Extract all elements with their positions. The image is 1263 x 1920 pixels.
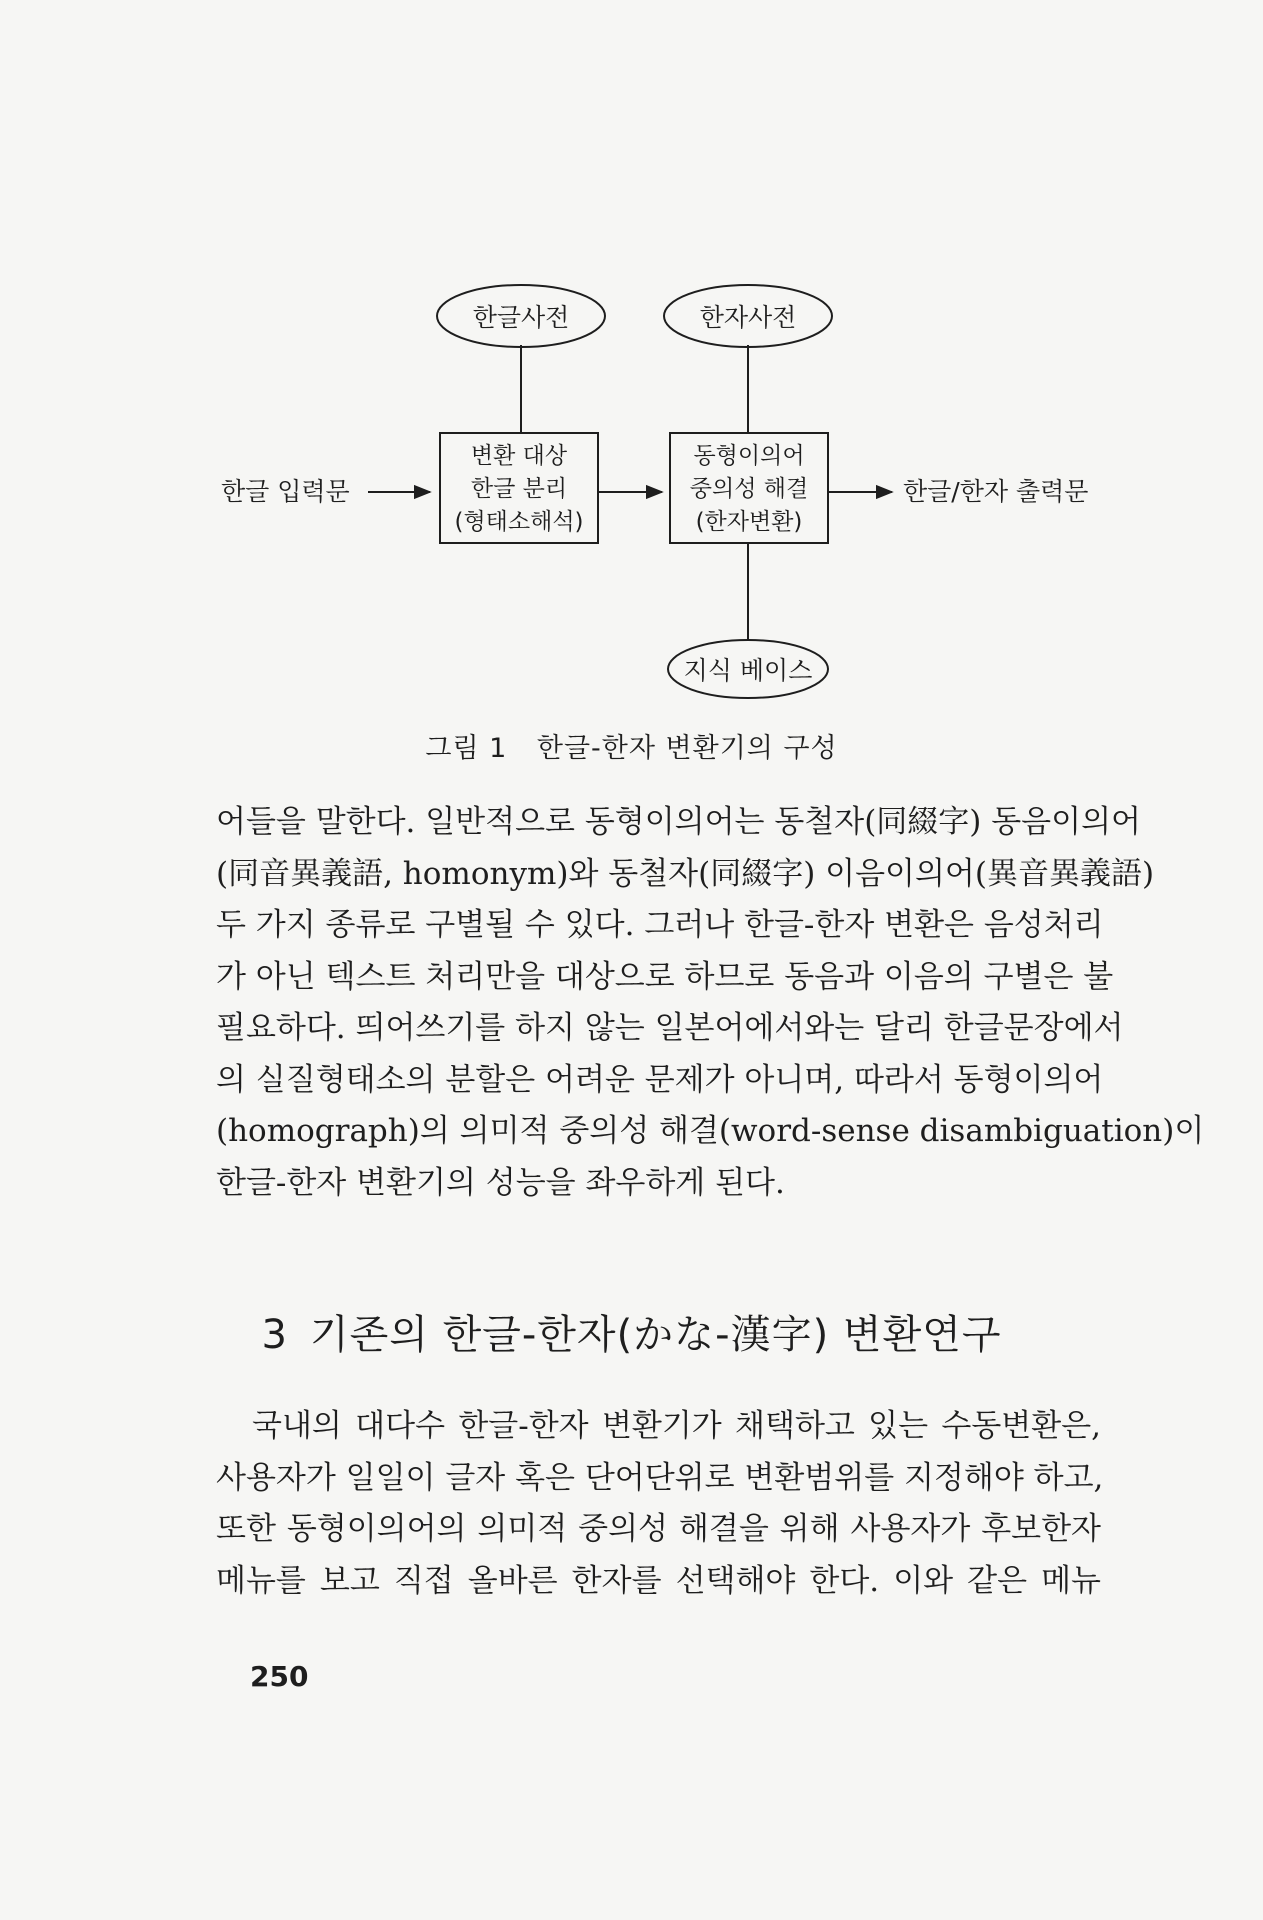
disambiguation-line-1: 동형이의어 bbox=[693, 443, 805, 469]
paragraph-line: 의 실질형태소의 분할은 어려운 문제가 아니며, 따라서 동형이의어 bbox=[216, 1061, 1104, 1098]
figure-caption-text: 한글-한자 변환기의 구성 bbox=[536, 733, 838, 764]
paragraph-line: 필요하다. 띄어쓰기를 하지 않는 일본어에서와는 달리 한글문장에서 bbox=[216, 1010, 1124, 1046]
figure-caption bbox=[0, 726, 1263, 765]
input-label: 한글 입력문 bbox=[221, 477, 350, 506]
hangul-dict-label: 한글사전 bbox=[472, 303, 570, 332]
separation-line-1: 변환 대상 bbox=[470, 443, 568, 469]
converter-structure-diagram bbox=[0, 0, 1263, 720]
paragraph-line-last: 한글-한자 변환기의 성능을 좌우하게 된다. bbox=[216, 1164, 785, 1201]
body-paragraph-2 bbox=[216, 1401, 1104, 1607]
paragraph-line: (homograph)의 의미적 중의성 해결(word-sense disambiguation)이 bbox=[216, 1113, 1205, 1149]
disambiguation-line-3: (한자변환) bbox=[695, 509, 803, 535]
paragraph-line: 국내의 대다수 한글-한자 변환기가 채택하고 있는 수동변환은, bbox=[252, 1408, 1101, 1444]
section-number: 3 bbox=[261, 1312, 288, 1358]
hanja-dict-label: 한자사전 bbox=[699, 303, 797, 332]
paragraph-line: 어들을 말한다. 일반적으로 동형이의어는 동철자(同綴字) 동음이의어 bbox=[216, 804, 1141, 840]
figure-caption-label: 그림 1 bbox=[425, 733, 508, 764]
knowledge-base-label: 지식 베이스 bbox=[683, 656, 813, 685]
separation-line-3: (형태소해석) bbox=[454, 509, 584, 535]
paragraph-line: 메뉴를 보고 직접 올바른 한자를 선택해야 한다. 이와 같은 메뉴 bbox=[216, 1562, 1101, 1599]
section-heading bbox=[0, 1303, 1263, 1360]
paragraph-line: 사용자가 일일이 글자 혹은 단어단위로 변환범위를 지정해야 하고, bbox=[216, 1459, 1104, 1496]
paragraph-line: 두 가지 종류로 구별될 수 있다. 그러나 한글-한자 변환은 음성처리 bbox=[216, 907, 1104, 943]
output-label: 한글/한자 출력문 bbox=[903, 477, 1089, 506]
paragraph-line: 가 아닌 텍스트 처리만을 대상으로 하므로 동음과 이음의 구별은 불 bbox=[216, 958, 1114, 995]
disambiguation-line-2: 중의성 해결 bbox=[689, 476, 809, 502]
paragraph-line: (同音異義語, homonym)와 동철자(同綴字) 이음이의어(異音異義語) bbox=[216, 855, 1155, 892]
body-paragraph-1 bbox=[216, 797, 1205, 1209]
paragraph-line: 또한 동형이의어의 의미적 중의성 해결을 위해 사용자가 후보한자 bbox=[216, 1511, 1101, 1547]
separation-line-2: 한글 분리 bbox=[470, 476, 568, 502]
page-number: 250 bbox=[250, 1660, 309, 1693]
section-title: 기존의 한글-한자(かな-漢字) 변환연구 bbox=[309, 1312, 1002, 1358]
